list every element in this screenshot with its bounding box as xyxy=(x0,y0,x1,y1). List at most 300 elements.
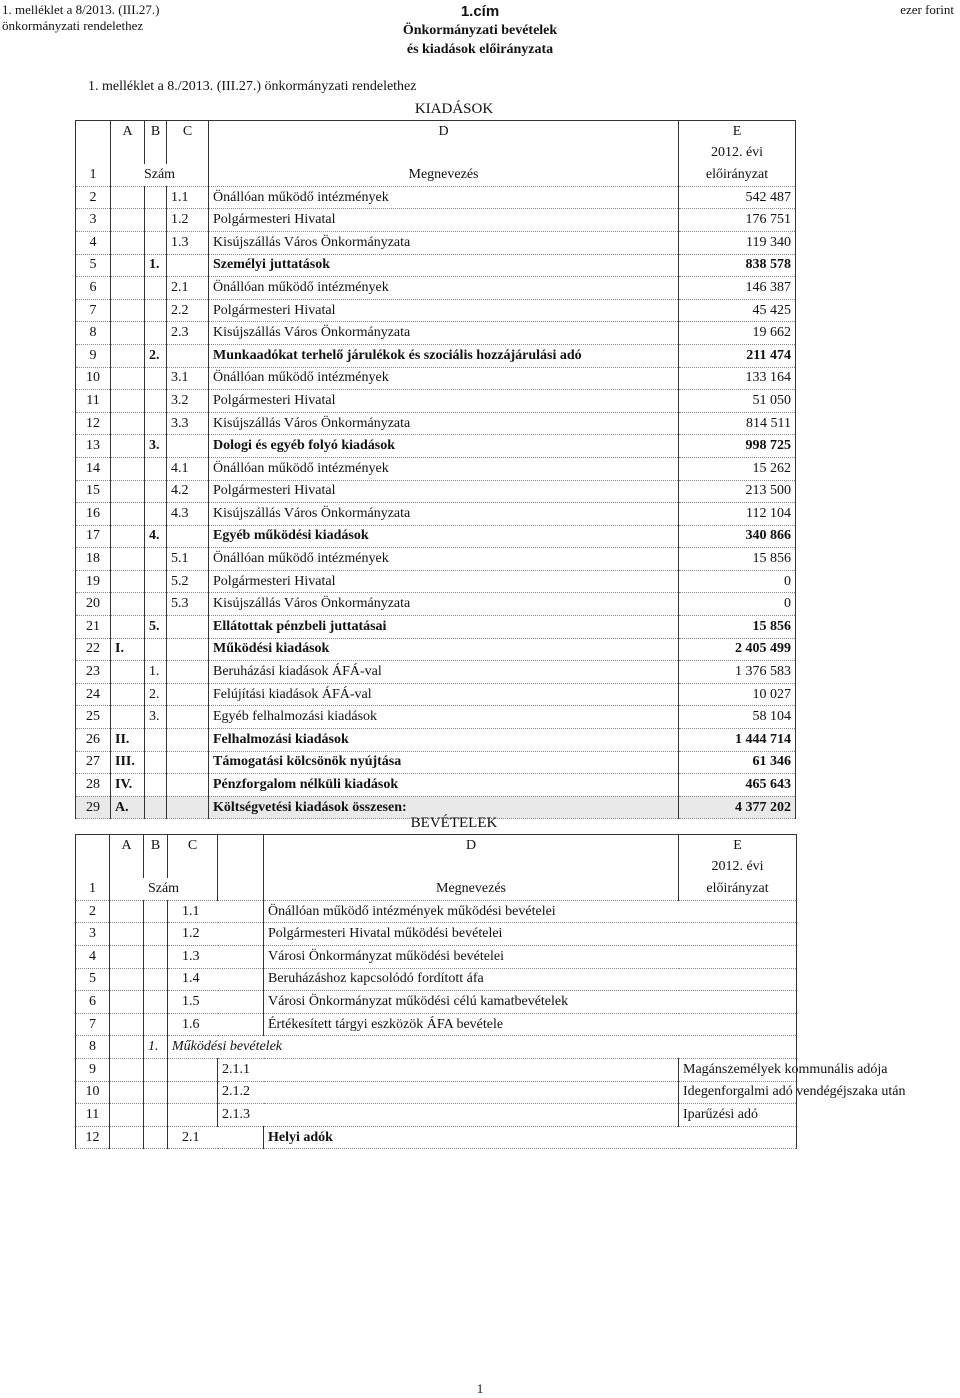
code-b xyxy=(145,638,167,661)
code-b xyxy=(145,390,167,413)
code-b xyxy=(145,457,167,480)
code-c: 4.2 xyxy=(167,480,209,503)
unit-label: ezer forint xyxy=(900,2,954,17)
row-number: 19 xyxy=(76,570,111,593)
code-b xyxy=(145,503,167,526)
table-row xyxy=(76,661,796,684)
code-a xyxy=(111,344,145,367)
item-amount: 213 500 xyxy=(679,480,796,503)
table-row xyxy=(76,480,796,503)
item-amount: 19 662 xyxy=(679,322,796,345)
code-c xyxy=(167,616,209,639)
item-amount: 838 578 xyxy=(679,254,796,277)
code-d: 2.1.2 xyxy=(218,1081,679,1104)
item-amount: 2 405 499 xyxy=(679,638,796,661)
code-a xyxy=(110,968,144,991)
item-amount: 45 425 xyxy=(679,299,796,322)
code-a: II. xyxy=(111,729,145,752)
header-row xyxy=(76,878,797,900)
code-c: 2.1 xyxy=(168,1126,264,1149)
code-b xyxy=(145,548,167,571)
code-c xyxy=(167,344,209,367)
header-left-line1: 1. melléklet a 8/2013. (III.27.) xyxy=(2,2,160,17)
item-amount: 15 262 xyxy=(679,457,796,480)
code-a xyxy=(111,186,145,209)
item-name: Kisújszállás Város Önkormányzata xyxy=(209,593,679,616)
item-amount: 814 511 xyxy=(679,412,796,435)
item-amount: 211 474 xyxy=(679,344,796,367)
item-name: Kisújszállás Város Önkormányzata xyxy=(209,322,679,345)
col-blank xyxy=(76,121,111,143)
code-a xyxy=(111,683,145,706)
item-name: Önállóan működő intézmények xyxy=(209,548,679,571)
year-row xyxy=(76,143,796,165)
code-b xyxy=(145,412,167,435)
item-name: Polgármesteri Hivatal xyxy=(209,299,679,322)
code-c xyxy=(167,774,209,797)
row-number: 12 xyxy=(76,1126,110,1149)
table-row xyxy=(76,503,796,526)
code-b xyxy=(144,1081,168,1104)
item-name: Felújítási kiadások ÁFÁ-val xyxy=(209,683,679,706)
item-name: Városi Önkormányzat működési célú kamatbevételek xyxy=(264,991,797,1014)
item-name: Polgármesteri Hivatal xyxy=(209,390,679,413)
row-number: 2 xyxy=(76,900,110,923)
row-number: 20 xyxy=(76,593,111,616)
col-letter-a: A xyxy=(110,835,144,857)
year-label: 2012. évi xyxy=(679,143,796,165)
item-name: Egyéb működési kiadások xyxy=(209,525,679,548)
table-row xyxy=(76,1081,797,1104)
code-b: 4. xyxy=(145,525,167,548)
revenues-table-body xyxy=(76,835,906,1149)
code-b: 2. xyxy=(145,344,167,367)
code-b xyxy=(145,570,167,593)
code-a xyxy=(111,299,145,322)
row-number: 11 xyxy=(76,1104,110,1127)
table-row xyxy=(76,322,796,345)
col-letter-a: A xyxy=(111,121,145,143)
code-c: 2.3 xyxy=(167,322,209,345)
code-a xyxy=(111,209,145,232)
row-number: 23 xyxy=(76,661,111,684)
header-left xyxy=(2,2,159,34)
code-a xyxy=(111,593,145,616)
row-number: 21 xyxy=(76,616,111,639)
column-letter-row xyxy=(76,835,797,857)
code-b: 3. xyxy=(145,435,167,458)
row-number: 14 xyxy=(76,457,111,480)
table-row xyxy=(76,344,796,367)
row-number: 10 xyxy=(76,1081,110,1104)
row-number: 4 xyxy=(76,231,111,254)
item-name: Önállóan működő intézmények xyxy=(209,186,679,209)
row-number: 10 xyxy=(76,367,111,390)
code-c: 1.4 xyxy=(168,968,264,991)
item-name: Dologi és egyéb folyó kiadások xyxy=(209,435,679,458)
item-name: Önállóan működő intézmények xyxy=(209,277,679,300)
table-row xyxy=(76,751,796,774)
item-name: Személyi juttatások xyxy=(209,254,679,277)
table-row xyxy=(76,1013,797,1036)
code-a: III. xyxy=(111,751,145,774)
item-amount: 15 856 xyxy=(679,616,796,639)
code-b: 3. xyxy=(145,706,167,729)
row-number: 24 xyxy=(76,683,111,706)
expenses-table-body xyxy=(76,121,796,819)
row-number: 3 xyxy=(76,923,110,946)
code-c xyxy=(167,683,209,706)
code-b xyxy=(145,729,167,752)
row-number: 5 xyxy=(76,968,110,991)
code-a xyxy=(111,231,145,254)
code-c xyxy=(167,729,209,752)
row-number: 9 xyxy=(76,344,111,367)
code-a xyxy=(110,1013,144,1036)
annex-note: 1. melléklet a 8./2013. (III.27.) önkormányzati rendelethez xyxy=(88,79,417,94)
code-a xyxy=(111,322,145,345)
item-name: Pénzforgalom nélküli kiadások xyxy=(209,774,679,797)
item-name: Beruházási kiadások ÁFÁ-val xyxy=(209,661,679,684)
code-b xyxy=(144,1126,168,1149)
item-name: Beruházáshoz kapcsolódó fordított áfa xyxy=(264,968,797,991)
table-row xyxy=(76,186,796,209)
code-b: 1. xyxy=(145,254,167,277)
revenues-table xyxy=(75,834,906,1149)
item-name: Munkaadókat terhelő járulékok és szociális hozzájárulási adó xyxy=(209,344,679,367)
item-name: Magánszemélyek kommunális adója xyxy=(679,1058,797,1081)
item-amount: 133 164 xyxy=(679,367,796,390)
code-a xyxy=(111,661,145,684)
year-row xyxy=(76,857,797,879)
item-name: Kisújszállás Város Önkormányzata xyxy=(209,412,679,435)
row-number: 12 xyxy=(76,412,111,435)
code-a: IV. xyxy=(111,774,145,797)
code-c: 1.6 xyxy=(168,1013,264,1036)
code-a xyxy=(110,1126,144,1149)
code-c xyxy=(168,1081,218,1104)
code-c: 5.3 xyxy=(167,593,209,616)
row-number: 17 xyxy=(76,525,111,548)
code-b xyxy=(144,945,168,968)
item-name: Polgármesteri Hivatal xyxy=(209,209,679,232)
code-d: 2.1.3 xyxy=(218,1104,679,1127)
code-a xyxy=(110,1058,144,1081)
code-c xyxy=(167,254,209,277)
code-a xyxy=(111,435,145,458)
item-amount: 340 866 xyxy=(679,525,796,548)
item-amount: 4 377 202 xyxy=(679,796,796,819)
code-a xyxy=(110,923,144,946)
code-c: 1.1 xyxy=(168,900,264,923)
item-amount: 1 376 583 xyxy=(679,661,796,684)
code-a xyxy=(111,480,145,503)
table-row xyxy=(76,900,797,923)
code-b xyxy=(144,991,168,1014)
table-row xyxy=(76,457,796,480)
code-a xyxy=(110,1036,144,1059)
table-row xyxy=(76,548,796,571)
item-name: Kisújszállás Város Önkormányzata xyxy=(209,503,679,526)
code-b xyxy=(144,923,168,946)
item-amount: 465 643 xyxy=(679,774,796,797)
table-row xyxy=(76,1058,797,1081)
row-number: 11 xyxy=(76,390,111,413)
code-c: 1.5 xyxy=(168,991,264,1014)
code-a xyxy=(111,412,145,435)
col-letter-d: D xyxy=(264,835,679,857)
code-c: 3.1 xyxy=(167,367,209,390)
row-number: 13 xyxy=(76,435,111,458)
row-number: 6 xyxy=(76,277,111,300)
table-row xyxy=(76,1104,797,1127)
code-b xyxy=(145,480,167,503)
code-b: 2. xyxy=(145,683,167,706)
code-b xyxy=(144,900,168,923)
row-number: 25 xyxy=(76,706,111,729)
column-letter-row xyxy=(76,121,796,143)
item-name: Polgármesteri Hivatal működési bevételei xyxy=(264,923,797,946)
code-a xyxy=(111,277,145,300)
table-row xyxy=(76,209,796,232)
code-a: I. xyxy=(111,638,145,661)
row-number: 3 xyxy=(76,209,111,232)
col-letter-c: C xyxy=(168,835,218,857)
code-a xyxy=(110,945,144,968)
row-number: 27 xyxy=(76,751,111,774)
item-name: Működési kiadások xyxy=(209,638,679,661)
header-title: 1.cím xyxy=(460,3,500,20)
item-amount: 998 725 xyxy=(679,435,796,458)
table-row xyxy=(76,616,796,639)
row-number: 8 xyxy=(76,1036,110,1059)
code-a xyxy=(111,254,145,277)
col-letter-e: E xyxy=(679,121,796,143)
code-c: 4.3 xyxy=(167,503,209,526)
code-a xyxy=(110,1081,144,1104)
code-b xyxy=(145,277,167,300)
eloiranyzat-header: előirányzat xyxy=(679,878,797,900)
code-c xyxy=(167,525,209,548)
code-a xyxy=(111,367,145,390)
expenses-table xyxy=(75,120,796,819)
code-d: 2.1.1 xyxy=(218,1058,679,1081)
table-row xyxy=(76,729,796,752)
item-name: Idegenforgalmi adó vendégéjszaka után xyxy=(679,1081,797,1104)
revenues-title: BEVÉTELEK xyxy=(410,815,498,831)
code-c: 2.2 xyxy=(167,299,209,322)
item-name: Értékesített tárgyi eszközök ÁFA bevétele xyxy=(264,1013,797,1036)
item-name: Iparűzési adó xyxy=(679,1104,797,1127)
code-c: 1.2 xyxy=(168,923,264,946)
code-b xyxy=(145,186,167,209)
row-number: 28 xyxy=(76,774,111,797)
code-b xyxy=(145,209,167,232)
item-name: Egyéb felhalmozási kiadások xyxy=(209,706,679,729)
row-number: 18 xyxy=(76,548,111,571)
row-number: 9 xyxy=(76,1058,110,1081)
code-c xyxy=(168,1058,218,1081)
item-amount: 112 104 xyxy=(679,503,796,526)
code-c: 4.1 xyxy=(167,457,209,480)
megnevezes-header: Megnevezés xyxy=(209,164,679,186)
item-name: Városi Önkormányzat működési bevételei xyxy=(264,945,797,968)
table-row xyxy=(76,412,796,435)
row-number: 22 xyxy=(76,638,111,661)
item-amount: 0 xyxy=(679,570,796,593)
megnevezes-header: Megnevezés xyxy=(264,878,679,900)
item-name: Működési bevételek xyxy=(168,1036,797,1059)
item-amount: 51 050 xyxy=(679,390,796,413)
row-number: 4 xyxy=(76,945,110,968)
code-b xyxy=(144,1013,168,1036)
table-row xyxy=(76,390,796,413)
code-c: 1.3 xyxy=(168,945,264,968)
table-row xyxy=(76,945,797,968)
table-row xyxy=(76,683,796,706)
code-b xyxy=(145,774,167,797)
item-amount: 542 487 xyxy=(679,186,796,209)
table-row xyxy=(76,706,796,729)
table-row xyxy=(76,968,797,991)
code-b: 1. xyxy=(144,1036,168,1059)
year-label: 2012. évi xyxy=(679,857,797,879)
row-number: 8 xyxy=(76,322,111,345)
table-row xyxy=(76,299,796,322)
code-a xyxy=(111,390,145,413)
row-number: 16 xyxy=(76,503,111,526)
col-letter-d: D xyxy=(209,121,679,143)
item-amount: 176 751 xyxy=(679,209,796,232)
col-letter-e: E xyxy=(679,835,797,857)
code-b xyxy=(145,322,167,345)
table-row xyxy=(76,435,796,458)
row-number: 7 xyxy=(76,1013,110,1036)
code-a: A. xyxy=(111,796,145,819)
item-name: Költségvetési kiadások összesen: xyxy=(209,796,679,819)
header-left-line2: önkormányzati rendelethez xyxy=(2,18,144,33)
row-number: 1 xyxy=(76,878,110,900)
header-subtitle-1: Önkormányzati bevételek xyxy=(402,23,558,38)
item-amount: 58 104 xyxy=(679,706,796,729)
code-c: 3.3 xyxy=(167,412,209,435)
code-b xyxy=(145,593,167,616)
code-c: 1.3 xyxy=(167,231,209,254)
header-subtitle-2: és kiadások előirányzata xyxy=(406,42,554,57)
page-number: 1 xyxy=(476,1381,484,1396)
code-c xyxy=(167,706,209,729)
code-c xyxy=(167,638,209,661)
item-name: Polgármesteri Hivatal xyxy=(209,480,679,503)
item-name: Önállóan működő intézmények xyxy=(209,457,679,480)
code-a xyxy=(110,1104,144,1127)
code-a xyxy=(111,616,145,639)
code-a xyxy=(111,548,145,571)
code-a xyxy=(111,706,145,729)
header-row xyxy=(76,164,796,186)
table-row xyxy=(76,1126,797,1149)
item-name: Polgármesteri Hivatal xyxy=(209,570,679,593)
row-number: 1 xyxy=(76,164,111,186)
header-center xyxy=(380,2,580,59)
col-letter-c: C xyxy=(167,121,209,143)
code-a xyxy=(111,525,145,548)
code-b xyxy=(144,968,168,991)
code-a xyxy=(111,503,145,526)
table-row xyxy=(76,367,796,390)
item-amount: 10 027 xyxy=(679,683,796,706)
row-number: 26 xyxy=(76,729,111,752)
item-amount: 15 856 xyxy=(679,548,796,571)
table-row xyxy=(76,1036,797,1059)
row-number: 5 xyxy=(76,254,111,277)
code-b: 5. xyxy=(145,616,167,639)
code-c xyxy=(167,751,209,774)
code-b xyxy=(144,1058,168,1081)
item-amount: 119 340 xyxy=(679,231,796,254)
item-name: Kisújszállás Város Önkormányzata xyxy=(209,231,679,254)
row-number: 2 xyxy=(76,186,111,209)
table-row xyxy=(76,254,796,277)
code-b xyxy=(145,751,167,774)
code-b xyxy=(145,231,167,254)
code-a xyxy=(110,991,144,1014)
row-number: 15 xyxy=(76,480,111,503)
code-c: 1.1 xyxy=(167,186,209,209)
item-amount: 0 xyxy=(679,593,796,616)
table-row xyxy=(76,277,796,300)
col-letter-b: B xyxy=(144,835,168,857)
code-a xyxy=(111,570,145,593)
table-row xyxy=(76,231,796,254)
item-name: Önállóan működő intézmények működési bevételei xyxy=(264,900,797,923)
code-b xyxy=(145,367,167,390)
code-c xyxy=(167,661,209,684)
code-a xyxy=(111,457,145,480)
code-b xyxy=(145,299,167,322)
item-name: Felhalmozási kiadások xyxy=(209,729,679,752)
table-row xyxy=(76,570,796,593)
item-amount: 146 387 xyxy=(679,277,796,300)
table-row xyxy=(76,991,797,1014)
table-row xyxy=(76,593,796,616)
szam-header: Szám xyxy=(110,878,218,900)
item-amount: 1 444 714 xyxy=(679,729,796,752)
code-c xyxy=(167,435,209,458)
code-b xyxy=(144,1104,168,1127)
table-row xyxy=(76,638,796,661)
code-c: 5.2 xyxy=(167,570,209,593)
table-row xyxy=(76,923,797,946)
code-c: 2.1 xyxy=(167,277,209,300)
item-name: Önállóan működő intézmények xyxy=(209,367,679,390)
code-c xyxy=(168,1104,218,1127)
table-row xyxy=(76,774,796,797)
item-name: Ellátottak pénzbeli juttatásai xyxy=(209,616,679,639)
szam-header: Szám xyxy=(111,164,209,186)
code-c: 1.2 xyxy=(167,209,209,232)
item-amount: 61 346 xyxy=(679,751,796,774)
code-b: 1. xyxy=(145,661,167,684)
row-number: 29 xyxy=(76,796,111,819)
code-c: 3.2 xyxy=(167,390,209,413)
code-c: 5.1 xyxy=(167,548,209,571)
code-a xyxy=(110,900,144,923)
row-number: 6 xyxy=(76,991,110,1014)
table-row xyxy=(76,525,796,548)
eloiranyzat-header: előirányzat xyxy=(679,164,796,186)
item-name: Támogatási kölcsönök nyújtása xyxy=(209,751,679,774)
